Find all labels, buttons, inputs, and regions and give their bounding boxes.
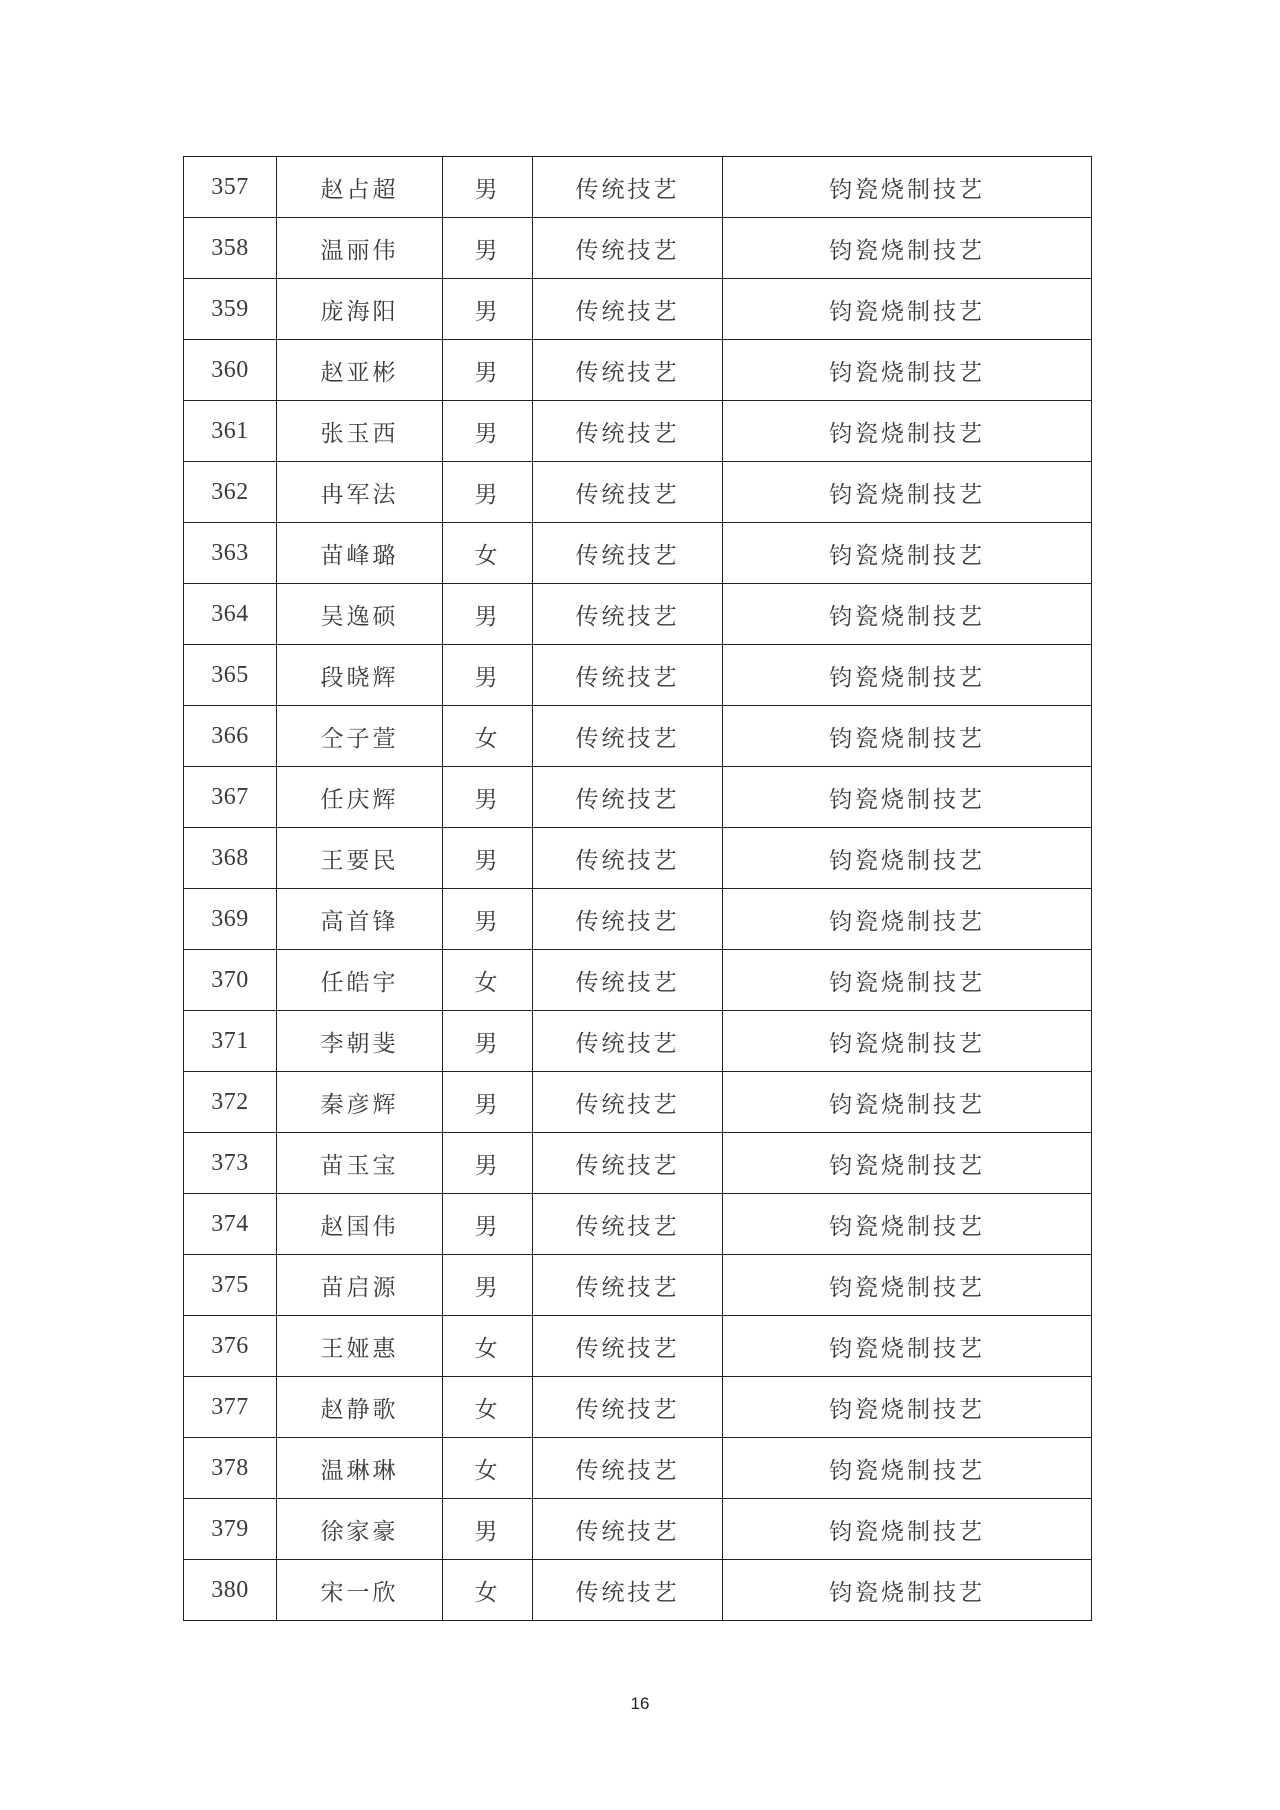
category-cell: 传统技艺	[533, 767, 723, 828]
name-cell: 赵静歌	[277, 1377, 443, 1438]
category-cell: 传统技艺	[533, 157, 723, 218]
category-cell: 传统技艺	[533, 1072, 723, 1133]
category-cell: 传统技艺	[533, 950, 723, 1011]
table-row	[184, 1133, 1092, 1194]
name-cell: 苗玉宝	[277, 1133, 443, 1194]
table-row	[184, 1194, 1092, 1255]
category-cell: 传统技艺	[533, 401, 723, 462]
name-cell: 任庆辉	[277, 767, 443, 828]
project-cell: 钧瓷烧制技艺	[723, 1377, 1092, 1438]
table-row	[184, 1560, 1092, 1621]
name-cell: 李朝斐	[277, 1011, 443, 1072]
name-cell: 温丽伟	[277, 218, 443, 279]
gender-cell: 男	[443, 279, 533, 340]
table-row	[184, 1011, 1092, 1072]
category-cell: 传统技艺	[533, 1438, 723, 1499]
category-cell: 传统技艺	[533, 1560, 723, 1621]
table-row	[184, 645, 1092, 706]
project-cell: 钧瓷烧制技艺	[723, 828, 1092, 889]
name-cell: 赵国伟	[277, 1194, 443, 1255]
category-cell: 传统技艺	[533, 1377, 723, 1438]
gender-cell: 女	[443, 523, 533, 584]
name-cell: 庞海阳	[277, 279, 443, 340]
category-cell: 传统技艺	[533, 523, 723, 584]
table-row	[184, 1255, 1092, 1316]
table-row	[184, 706, 1092, 767]
gender-cell: 男	[443, 1499, 533, 1560]
table-row	[184, 584, 1092, 645]
page-number: 16	[630, 1694, 650, 1713]
serial-number-cell: 364	[184, 584, 277, 645]
project-cell: 钧瓷烧制技艺	[723, 1438, 1092, 1499]
table-row	[184, 401, 1092, 462]
project-cell: 钧瓷烧制技艺	[723, 1499, 1092, 1560]
gender-cell: 男	[443, 889, 533, 950]
name-cell: 冉军法	[277, 462, 443, 523]
project-cell: 钧瓷烧制技艺	[723, 1133, 1092, 1194]
name-cell: 任皓宇	[277, 950, 443, 1011]
category-cell: 传统技艺	[533, 1316, 723, 1377]
category-cell: 传统技艺	[533, 828, 723, 889]
project-cell: 钧瓷烧制技艺	[723, 767, 1092, 828]
serial-number-cell: 367	[184, 767, 277, 828]
project-cell: 钧瓷烧制技艺	[723, 1072, 1092, 1133]
gender-cell: 男	[443, 1133, 533, 1194]
project-cell: 钧瓷烧制技艺	[723, 218, 1092, 279]
name-cell: 温琳琳	[277, 1438, 443, 1499]
gender-cell: 女	[443, 1377, 533, 1438]
table-row	[184, 218, 1092, 279]
name-cell: 苗启源	[277, 1255, 443, 1316]
serial-number-cell: 380	[184, 1560, 277, 1621]
serial-number-cell: 371	[184, 1011, 277, 1072]
project-cell: 钧瓷烧制技艺	[723, 1560, 1092, 1621]
serial-number-cell: 375	[184, 1255, 277, 1316]
table-row	[184, 767, 1092, 828]
serial-number-cell: 357	[184, 157, 277, 218]
serial-number-cell: 362	[184, 462, 277, 523]
category-cell: 传统技艺	[533, 584, 723, 645]
category-cell: 传统技艺	[533, 1133, 723, 1194]
serial-number-cell: 374	[184, 1194, 277, 1255]
inheritor-roster-table	[183, 156, 1092, 1621]
category-cell: 传统技艺	[533, 706, 723, 767]
table-row	[184, 1072, 1092, 1133]
category-cell: 传统技艺	[533, 1255, 723, 1316]
project-cell: 钧瓷烧制技艺	[723, 1316, 1092, 1377]
gender-cell: 男	[443, 1255, 533, 1316]
gender-cell: 男	[443, 767, 533, 828]
serial-number-cell: 373	[184, 1133, 277, 1194]
serial-number-cell: 360	[184, 340, 277, 401]
category-cell: 传统技艺	[533, 645, 723, 706]
serial-number-cell: 369	[184, 889, 277, 950]
name-cell: 段晓辉	[277, 645, 443, 706]
gender-cell: 男	[443, 1194, 533, 1255]
category-cell: 传统技艺	[533, 218, 723, 279]
serial-number-cell: 361	[184, 401, 277, 462]
serial-number-cell: 372	[184, 1072, 277, 1133]
project-cell: 钧瓷烧制技艺	[723, 645, 1092, 706]
serial-number-cell: 378	[184, 1438, 277, 1499]
gender-cell: 男	[443, 1072, 533, 1133]
table-row	[184, 950, 1092, 1011]
gender-cell: 女	[443, 1438, 533, 1499]
category-cell: 传统技艺	[533, 1011, 723, 1072]
gender-cell: 男	[443, 462, 533, 523]
name-cell: 高首锋	[277, 889, 443, 950]
project-cell: 钧瓷烧制技艺	[723, 889, 1092, 950]
category-cell: 传统技艺	[533, 889, 723, 950]
gender-cell: 女	[443, 1316, 533, 1377]
serial-number-cell: 370	[184, 950, 277, 1011]
name-cell: 仝子萱	[277, 706, 443, 767]
project-cell: 钧瓷烧制技艺	[723, 584, 1092, 645]
serial-number-cell: 359	[184, 279, 277, 340]
table-row	[184, 889, 1092, 950]
category-cell: 传统技艺	[533, 1499, 723, 1560]
name-cell: 王娅惠	[277, 1316, 443, 1377]
category-cell: 传统技艺	[533, 340, 723, 401]
table-row	[184, 1499, 1092, 1560]
table-row	[184, 157, 1092, 218]
project-cell: 钧瓷烧制技艺	[723, 279, 1092, 340]
serial-number-cell: 366	[184, 706, 277, 767]
gender-cell: 男	[443, 1011, 533, 1072]
name-cell: 吴逸硕	[277, 584, 443, 645]
name-cell: 赵亚彬	[277, 340, 443, 401]
name-cell: 宋一欣	[277, 1560, 443, 1621]
table-row	[184, 279, 1092, 340]
gender-cell: 男	[443, 218, 533, 279]
table-body	[184, 157, 1092, 1621]
table-row	[184, 1438, 1092, 1499]
project-cell: 钧瓷烧制技艺	[723, 462, 1092, 523]
gender-cell: 女	[443, 950, 533, 1011]
name-cell: 徐家豪	[277, 1499, 443, 1560]
serial-number-cell: 379	[184, 1499, 277, 1560]
gender-cell: 男	[443, 401, 533, 462]
table-row	[184, 462, 1092, 523]
table-row	[184, 340, 1092, 401]
name-cell: 赵占超	[277, 157, 443, 218]
table-row	[184, 1377, 1092, 1438]
table-row	[184, 523, 1092, 584]
serial-number-cell: 377	[184, 1377, 277, 1438]
gender-cell: 女	[443, 1560, 533, 1621]
name-cell: 王要民	[277, 828, 443, 889]
serial-number-cell: 368	[184, 828, 277, 889]
serial-number-cell: 365	[184, 645, 277, 706]
gender-cell: 男	[443, 157, 533, 218]
gender-cell: 男	[443, 645, 533, 706]
project-cell: 钧瓷烧制技艺	[723, 340, 1092, 401]
project-cell: 钧瓷烧制技艺	[723, 401, 1092, 462]
table-row	[184, 828, 1092, 889]
project-cell: 钧瓷烧制技艺	[723, 157, 1092, 218]
project-cell: 钧瓷烧制技艺	[723, 950, 1092, 1011]
name-cell: 秦彦辉	[277, 1072, 443, 1133]
name-cell: 张玉西	[277, 401, 443, 462]
gender-cell: 男	[443, 584, 533, 645]
gender-cell: 男	[443, 828, 533, 889]
serial-number-cell: 376	[184, 1316, 277, 1377]
serial-number-cell: 358	[184, 218, 277, 279]
serial-number-cell: 363	[184, 523, 277, 584]
project-cell: 钧瓷烧制技艺	[723, 523, 1092, 584]
gender-cell: 男	[443, 340, 533, 401]
project-cell: 钧瓷烧制技艺	[723, 1011, 1092, 1072]
project-cell: 钧瓷烧制技艺	[723, 1255, 1092, 1316]
category-cell: 传统技艺	[533, 462, 723, 523]
gender-cell: 女	[443, 706, 533, 767]
project-cell: 钧瓷烧制技艺	[723, 706, 1092, 767]
table-row	[184, 1316, 1092, 1377]
category-cell: 传统技艺	[533, 279, 723, 340]
name-cell: 苗峰璐	[277, 523, 443, 584]
project-cell: 钧瓷烧制技艺	[723, 1194, 1092, 1255]
category-cell: 传统技艺	[533, 1194, 723, 1255]
